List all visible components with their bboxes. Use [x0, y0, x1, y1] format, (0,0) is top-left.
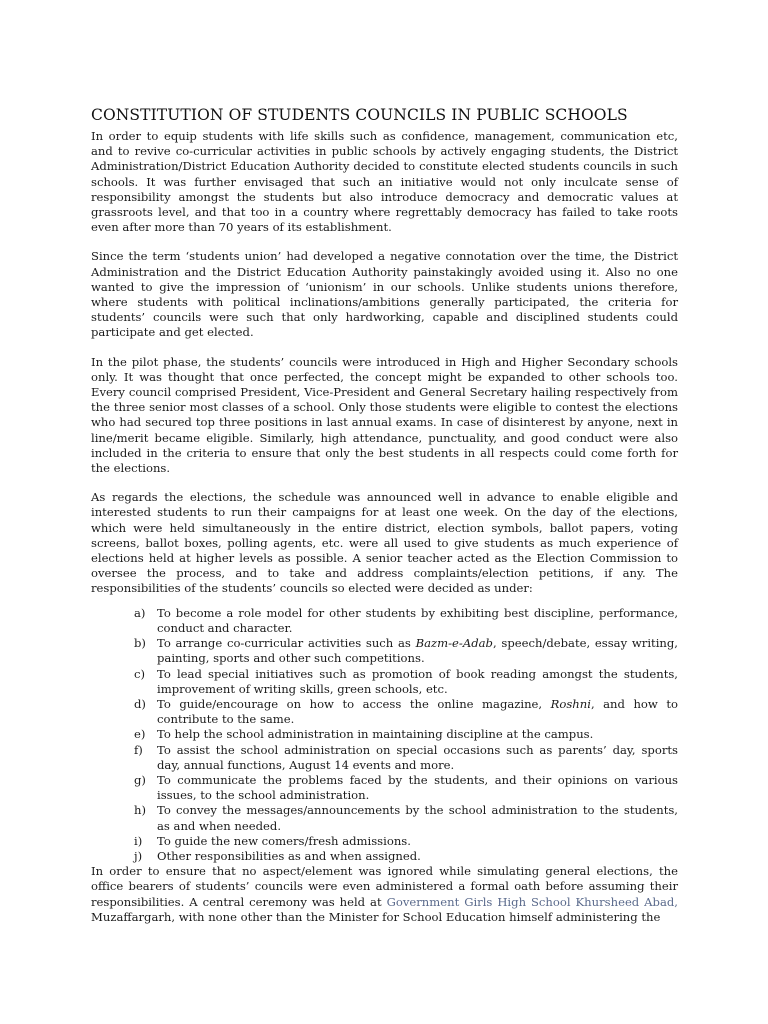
list-item-text: Other responsibilities as and when assigned. — [157, 848, 421, 863]
list-item — [134, 606, 678, 636]
list-item-label: a) — [134, 605, 146, 620]
list-item-label: i) — [134, 833, 143, 848]
list-item — [134, 773, 678, 803]
school-link[interactable]: Government Girls High School Khursheed Abad, — [386, 894, 678, 909]
list-item — [134, 743, 678, 773]
list-item-text: To communicate the problems faced by the students, and their opinions on various issues, to the school administration. — [157, 772, 678, 803]
list-item-text: To convey the messages/announcements by the school administration to the students, as and when needed. — [157, 803, 678, 833]
list-item-label: f) — [134, 742, 143, 757]
closing-text-end: Muzaffargarh, with none other than the Minister for School Education himself administering the — [91, 909, 661, 924]
paragraph-intro: In order to equip students with life skills such as confidence, management, communication etc, and to revive co-curricular activities in public schools by actively engaging students, the District Administration/District Education Authority decided to constitute elected students councils in such schools. It was further envisaged that such an initiative would not only inculcate sense of responsibility amongst the students but also introduce democracy and democratic values at grassroots level, and that too in a country where regrettably democracy has failed to take roots even after more than 70 years of its establishment. — [91, 129, 678, 235]
list-item-label: d) — [134, 696, 146, 711]
list-item — [134, 834, 678, 849]
list-item-emphasis: Bazm-e-Adab — [415, 636, 493, 651]
list-item — [134, 727, 678, 742]
paragraph-oath — [91, 864, 678, 925]
paragraph-pilot-phase: In the pilot phase, the students’ councils were introduced in High and Higher Secondary schools only. It was thought that once perfected, the concept might be expanded to other schools too. Every council comprised President, Vice-President and General Secretary hailing respectively from the three senior most classes of a school. Only those students were eligible to contest the elections who had secured top three positions in last annual exams. In case of disinterest by anyone, next in line/merit became eligible. Similarly, high attendance, punctuality, and good conduct were also included in the criteria to ensure that only the best students in all respects could come forth for the elections. — [91, 354, 678, 476]
list-item-label: j) — [134, 848, 143, 863]
document-body — [91, 129, 678, 939]
list-item-text: To guide the new comers/fresh admissions. — [157, 833, 411, 848]
paragraph-elections: As regards the elections, the schedule was announced well in advance to enable eligible and interested students to run their campaigns for at least one week. On the day of the elections, which were held simultaneously in the entire district, election symbols, ballot papers, voting screens, ballot boxes, polling agents, etc. were all used to give students as much experience of elections held at higher levels as possible. A senior teacher acted as the Election Commission to oversee the process, and to take and address complaints/election petitions, if any. The responsibilities of the students’ councils so elected were decided as under: — [91, 490, 678, 596]
list-item-label: b) — [134, 636, 146, 651]
list-item — [134, 849, 678, 864]
list-item — [134, 697, 678, 727]
list-item-text: To guide/encourage on how to access the online magazine, — [157, 696, 551, 711]
list-item-text: To lead special initiatives such as promotion of book reading amongst the students, improvement of writing skills, green schools, etc. — [157, 666, 678, 696]
list-item-text: To assist the school administration on special occasions such as parents’ day, sports day, annual functions, August 14 events and more. — [157, 742, 678, 772]
list-item-text: , and how to contribute to the same. — [157, 696, 678, 727]
document-title: CONSTITUTION OF STUDENTS COUNCILS IN PUBLIC SCHOOLS — [91, 106, 628, 124]
list-item-text: To become a role model for other students by exhibiting best discipline, performance, conduct and character. — [157, 605, 678, 635]
list-item-label: e) — [134, 727, 146, 742]
list-item-text: To arrange co-curricular activities such as — [157, 636, 416, 651]
list-item — [134, 636, 678, 666]
list-item-text: , speech/debate, essay writing, painting, sports and other such competitions. — [157, 636, 678, 666]
list-item-label: c) — [134, 666, 146, 681]
responsibilities-list — [91, 606, 678, 864]
list-item-label: g) — [134, 772, 146, 787]
list-item-emphasis: Roshni — [550, 696, 591, 711]
list-item — [134, 803, 678, 833]
list-item-label: h) — [134, 803, 146, 818]
list-item — [134, 667, 678, 697]
paragraph-union-term: Since the term ‘students union’ had developed a negative connotation over the time, the District Administration and the District Education Authority painstakingly avoided using it. Also no one wanted to give the impression of ‘unionism’ in our schools. Unlike students unions therefore, where students with political inclinations/ambitions generally participated, the criteria for students’ councils were such that only hardworking, capable and disciplined students could participate and get elected. — [91, 249, 678, 340]
list-item-text: To help the school administration in maintaining discipline at the campus. — [157, 727, 594, 742]
closing-text: In order to ensure that no aspect/element was ignored while simulating general elections, the office bearers of students’ councils were even administered a formal oath before assuming their responsibilities. A central ceremony was held at — [91, 864, 678, 909]
